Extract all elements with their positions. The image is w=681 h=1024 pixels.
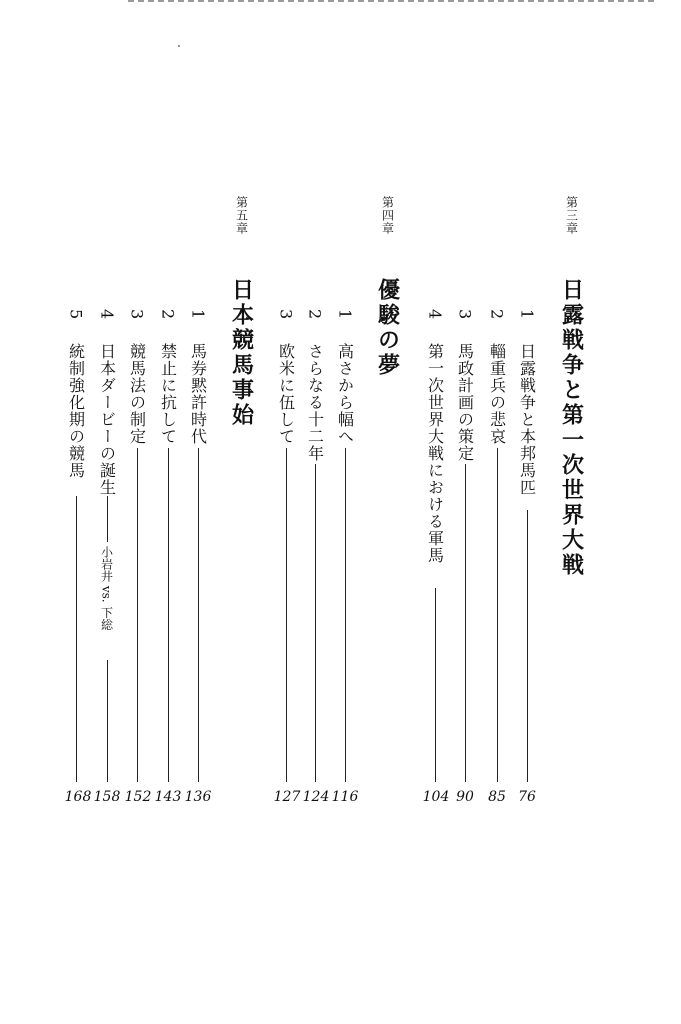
ch5-item-1-title: 馬券黙許時代 bbox=[188, 343, 208, 445]
ch5-item-5-number: 5 bbox=[66, 309, 86, 320]
ch3-item-4-leader bbox=[435, 588, 436, 782]
ch3-item-3-title: 馬政計画の策定 bbox=[455, 343, 475, 462]
ch5-item-2-page: 143 bbox=[154, 789, 182, 805]
ch4-item-1-number: 1 bbox=[335, 309, 355, 320]
ch5-item-4-leader-top bbox=[107, 496, 108, 542]
ch5-item-5-title: 統制強化期の競馬 bbox=[66, 343, 86, 479]
ch3-item-1-number: 1 bbox=[517, 309, 537, 320]
ch5-item-1-page: 136 bbox=[184, 789, 212, 805]
ch3-item-1-leader bbox=[527, 510, 528, 782]
ch5-item-2-title: 禁止に抗して bbox=[158, 343, 178, 445]
ch5-item-3-page: 152 bbox=[124, 789, 152, 805]
ch5-item-5-page: 168 bbox=[64, 789, 92, 805]
ch3-item-4-number: 4 bbox=[425, 309, 445, 320]
ch4-item-2-number: 2 bbox=[305, 309, 325, 320]
ch3-item-2-title: 輜重兵の悲哀 bbox=[487, 343, 507, 445]
chapter-4-title: 優駿の夢 bbox=[374, 278, 401, 378]
ch4-item-1-leader bbox=[345, 448, 346, 782]
ch5-item-3-leader bbox=[137, 448, 138, 782]
ch5-item-3-number: 3 bbox=[127, 309, 147, 320]
ch5-item-4-page: 158 bbox=[93, 789, 121, 805]
ch5-item-2-leader bbox=[168, 448, 169, 782]
ch4-item-2-leader bbox=[315, 464, 316, 782]
ch4-item-2-page: 124 bbox=[302, 789, 330, 805]
ch5-item-2-number: 2 bbox=[158, 309, 178, 320]
ch4-item-3-page: 127 bbox=[273, 789, 301, 805]
chapter-4-label: 第四章 bbox=[380, 196, 395, 235]
chapter-5-title: 日本競馬事始 bbox=[228, 278, 255, 428]
ch4-item-3-title: 欧米に伍して bbox=[276, 343, 296, 445]
ch4-item-1-title: 高さから幅へ bbox=[335, 343, 355, 445]
ch3-item-3-leader bbox=[465, 464, 466, 782]
scan-artifact-line bbox=[128, 0, 654, 8]
chapter-3-title: 日露戦争と第一次世界大戦 bbox=[558, 278, 585, 578]
ch5-item-5-leader bbox=[76, 496, 77, 782]
ch5-item-1-number: 1 bbox=[188, 309, 208, 320]
ch5-item-4-title: 日本ダービーの誕生 bbox=[97, 343, 117, 496]
ch4-item-2-title: さらなる十二年 bbox=[305, 343, 325, 462]
ch3-item-1-title: 日露戦争と本邦馬匹 bbox=[517, 343, 537, 496]
ch3-item-3-page: 90 bbox=[456, 789, 474, 805]
ch5-item-4-number: 4 bbox=[97, 309, 117, 320]
ch5-item-4-subtitle: 小岩井 vs. 下総 bbox=[99, 546, 114, 631]
chapter-3-label: 第三章 bbox=[564, 196, 579, 235]
ch3-item-2-leader bbox=[497, 448, 498, 782]
ch3-item-3-number: 3 bbox=[455, 309, 475, 320]
ch3-item-2-page: 85 bbox=[488, 789, 506, 805]
ch3-item-2-number: 2 bbox=[487, 309, 507, 320]
ch4-item-1-page: 116 bbox=[331, 789, 359, 805]
ch5-item-1-leader bbox=[198, 448, 199, 782]
ch3-item-1-page: 76 bbox=[518, 789, 536, 805]
ch3-item-4-title: 第一次世界大戦における軍馬 bbox=[425, 343, 445, 564]
chapter-5-label: 第五章 bbox=[234, 196, 249, 235]
ch4-item-3-leader bbox=[286, 448, 287, 782]
ch3-item-4-page: 104 bbox=[422, 789, 450, 805]
ch4-item-3-number: 3 bbox=[276, 309, 296, 320]
ch5-item-4-leader-bottom bbox=[107, 660, 108, 782]
ch5-item-3-title: 競馬法の制定 bbox=[127, 343, 147, 445]
scan-artifact-dot bbox=[178, 45, 180, 47]
